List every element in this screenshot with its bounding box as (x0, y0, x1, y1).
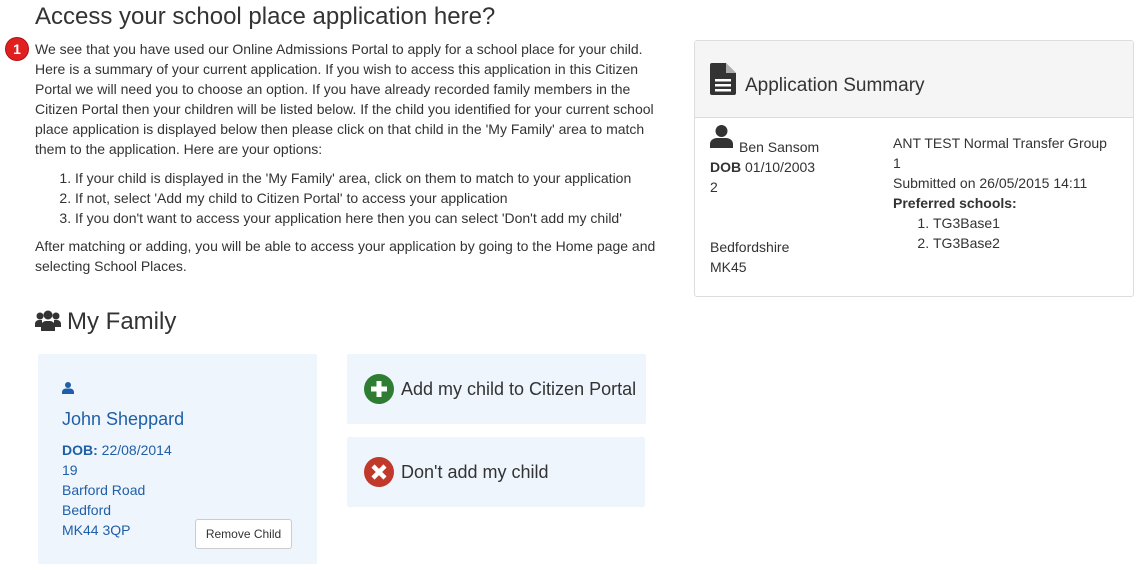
option-item: 2. If not, select 'Add my child to Citizen Portal' to access your application (75, 188, 665, 208)
summary-group-number: 1 (893, 155, 901, 171)
child-address-line: 19 (62, 462, 78, 478)
child-dob-value: 22/08/2014 (101, 442, 172, 458)
plus-circle-icon (364, 374, 394, 404)
summary-submitted: Submitted on 26/05/2015 14:11 (893, 175, 1088, 191)
summary-address-line: 2 (710, 179, 718, 195)
intro-footer-paragraph: After matching or adding, you will be able to access your application by going to the Home page and selecting School Places. (35, 238, 656, 274)
application-summary-title: Application Summary (745, 75, 925, 96)
add-child-button[interactable] (347, 354, 646, 424)
summary-child-name: Ben Sansom (739, 139, 820, 155)
dont-add-child-button[interactable] (347, 437, 645, 507)
user-icon (62, 382, 74, 394)
summary-dob (710, 157, 880, 177)
options-list (35, 168, 665, 228)
my-family-title: My Family (67, 308, 177, 335)
user-icon (710, 125, 733, 148)
child-dob-label: DOB: (62, 442, 98, 458)
summary-child-details (710, 137, 880, 277)
times-circle-icon (364, 457, 394, 487)
application-summary-panel (694, 40, 1134, 297)
preferred-school-item: 2. TG3Base2 (933, 233, 1133, 253)
application-summary-header (695, 41, 1133, 118)
intro-paragraph: We see that you have used our Online Admissions Portal to apply for a school place for your child. Here is a summary of your current application. If you wish to access this application in this Citizen Portal we will need you to choose an option. If you have already recorded family members in the Citizen Portal then your children will be listed below. If the child you identified for your current school place application is displayed below then please click on that child in the 'My Family' area to match them to the application. Here are your options: (35, 41, 654, 157)
family-child-card[interactable] (38, 354, 317, 564)
dont-add-child-label: Don't add my child (401, 462, 549, 482)
summary-child-row (710, 137, 880, 157)
summary-address-line: Bedfordshire (710, 239, 790, 255)
summary-application-details (893, 133, 1133, 253)
preferred-schools-list (893, 213, 1133, 253)
my-family-heading (35, 308, 176, 336)
summary-dob-value: 01/10/2003 (745, 159, 816, 175)
document-icon (710, 63, 736, 95)
child-dob (62, 440, 172, 460)
add-child-label: Add my child to Citizen Portal (401, 379, 637, 399)
summary-group-name: ANT TEST Normal Transfer Group (893, 135, 1107, 151)
child-address-line: MK44 3QP (62, 522, 131, 538)
users-icon (35, 310, 61, 332)
step-number-badge: 1 (6, 38, 28, 60)
child-address-line: Bedford (62, 502, 112, 518)
summary-address-line: MK45 (710, 259, 747, 275)
summary-dob-label: DOB (710, 159, 742, 175)
page-title: Access your school place application here? (35, 3, 496, 30)
option-item: 1. If your child is displayed in the 'My Family' area, click on them to match to your application (75, 168, 665, 188)
intro-text (35, 39, 665, 276)
child-address-line: Barford Road (62, 482, 146, 498)
option-item: 3. If you don't want to access your application here then you can select 'Don't add my child' (75, 208, 665, 228)
remove-child-button[interactable]: Remove Child (195, 519, 292, 549)
preferred-schools-label: Preferred schools: (893, 195, 1017, 211)
child-details (62, 440, 172, 540)
child-name-link[interactable]: John Sheppard (62, 409, 185, 429)
preferred-school-item: 1. TG3Base1 (933, 213, 1133, 233)
